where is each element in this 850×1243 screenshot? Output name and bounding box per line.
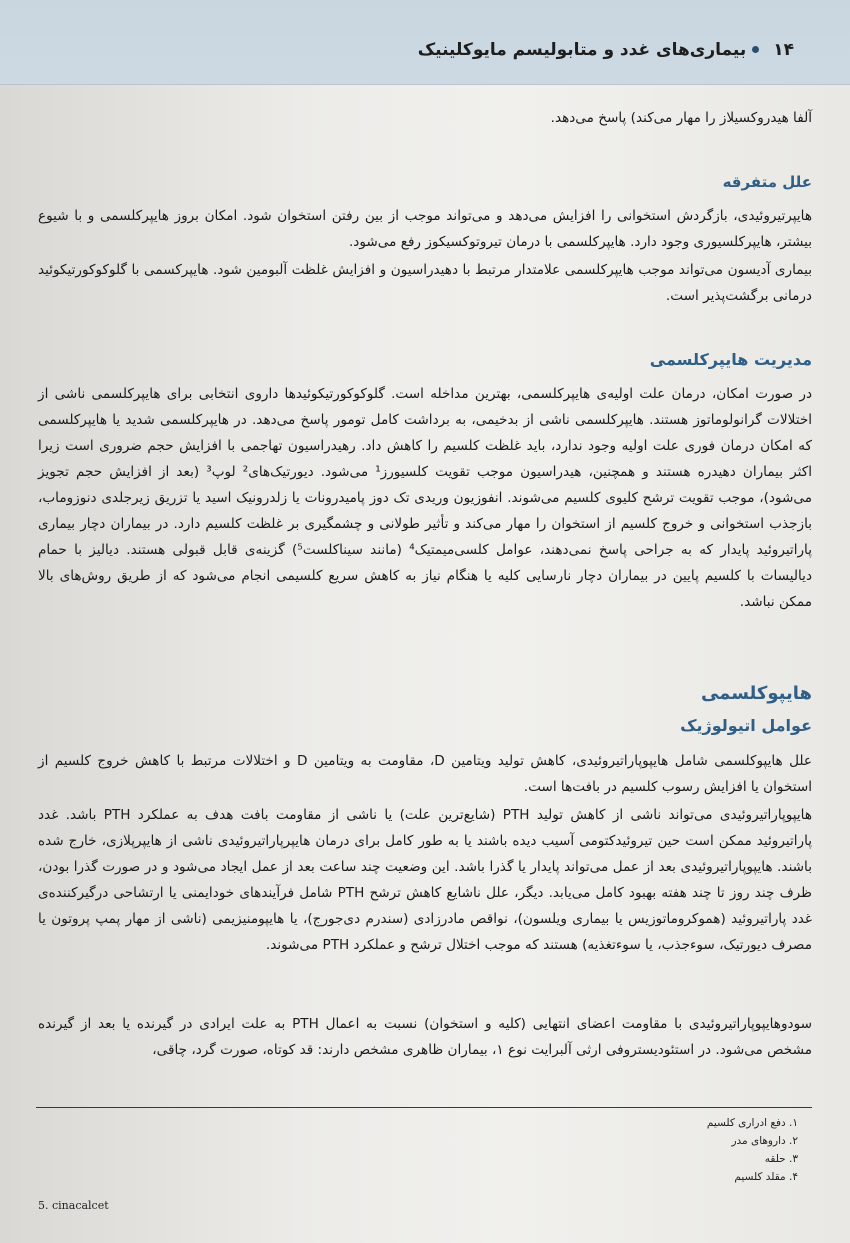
heading-etiologic-factors: عوامل اتیولوژیک	[680, 716, 812, 735]
footnote-divider	[36, 1107, 812, 1108]
footnote-5: 5. cinacalcet	[38, 1199, 109, 1212]
paragraph-etiology-2: هایپوپاراتیروئیدی می‌تواند ناشی از کاهش تولید PTH (شایع‌ترین علت) یا ناشی از مقاومت بافت هدف به عملکرد PTH باشد. غدد پاراتیروئید ممکن است حین تیروئیدکتومی آسیب دیده باشند یا به طور کامل برای درمان هایپرپاراتیروئیدی ناشی از هایپرپلازی، خارج شده باشند. هایپوپاراتیروئیدی بعد از عمل می‌تواند پایدار یا گذرا باشد. این وضعیت چند ساعت بعد از عمل ایجاد می‌شود و در صورت گذرا بودن، ظرف چند روز تا چند هفته بهبود کامل می‌یابد. دیگر، علل ناشایع کاهش ترشح PTH شامل فرآیندهای خودایمنی یا ارتشاحی درگیرکننده‌ی غدد پاراتیروئید (هموکروماتوزیس یا بیماری ویلسون)، نواقص مادرزادی (سندرم دی‌جورج)، یا هایپومنیزیمی (ناشی از مهار پمپ پروتون یا مصرف دیورتیک، سوءجذب، یا سوءتغذیه) هستند که موجب اختلال ترشح و عملکرد PTH می‌شوند.	[38, 807, 812, 953]
heading-hypercalcemia-management: مدیریت هایپرکلسمی	[649, 350, 812, 369]
running-head	[418, 40, 794, 60]
footnote-3: ۳. حلقه	[764, 1153, 798, 1165]
heading-misc-causes: علل متفرقه	[722, 173, 812, 191]
paragraph-etiology-3: سودوهایپوپاراتیروئیدی با مقاومت اعضای انتهایی (کلیه و استخوان) نسبت به اعمال PTH به علت ایرادی در گیرنده یا بعد از گیرنده مشخص می‌شود. در استئودیستروفی ارثی آلبرایت نوع ۱، بیماران ظاهری مشخص دارند: قد کوتاه، صورت گرد، چاقی،	[38, 1016, 813, 1058]
bullet-icon	[752, 46, 759, 53]
footnote-2: ۲. داروهای مدر	[731, 1135, 798, 1147]
footnote-4: ۴. مقلد کلسیم	[734, 1171, 798, 1183]
paragraph-misc-1: هایپرتیروئیدی، بازگردش استخوانی را افزایش می‌دهد و می‌تواند موجب از بین رفتن استخوان شود. امکان بروز هایپرکلسمی و با شیوع بیشتر، هایپرکلسیوری وجود دارد. هایپرکلسمی با درمان تیروتوکسیکوز رفع می‌شود.	[38, 208, 812, 250]
paragraph-intro: آلفا هیدروکسیلاز را مهار می‌کند) پاسخ می‌دهد.	[550, 110, 812, 126]
paragraph-management: در صورت امکان، درمان علت اولیه‌ی هایپرکلسمی، بهترین مداخله است. گلوکوکورتیکوئیدها داروی انتخابی برای هایپرکلسمی ناشی از اختلالات گرانولوماتوز هستند. هایپرکلسمی ناشی از بدخیمی، به برداشت کامل تومور پاسخ می‌دهد. در هایپرکلسمی شدید یا هایپرکلسمی که امکان درمان فوری علت اولیه وجود ندارد، باید غلظت کلسیم را کاهش داد. رهیدراسیون تهاجمی با افزایش حجم ضروری است زیرا اکثر بیماران دهیدره هستند و همچنین، هیدراسیون موجب تقویت کلسیورز¹ می‌شود. دیورتیک‌های² لوپ³ (بعد از افزایش حجم تجویز می‌شود)، موجب تقویت ترشح کلیوی کلسیم می‌شوند. انفوزیون وریدی تک دوز پامیدرونات یا زلدرونیک اسید یا تزریق زیرجلدی دنوزوماب، بازجذب استخوانی و خروج کلسیم از استخوان را مهار می‌کند و تأثیر طولانی و چشمگیری بر غلظت کلسیم دارد. در بیماران دچار بیماری پاراتیروئید پایدار که به جراحی پاسخ نمی‌دهند، عوامل کلسی‌میمتیک⁴ (مانند سیناکلست⁵) گزینه‌ی قابل قبولی هستند. دیالیز با حمام دیالیسات با کلسیم پایین در بیماران دچار نارسایی کلیه یا هنگام نیاز به کاهش سریع کلسیمی انجام می‌شود که از طریق روش‌های بالا ممکن نباشد.	[38, 386, 812, 610]
heading-hypocalcemia: هایپوکلسمی	[700, 683, 812, 704]
footnote-1: ۱. دفع ادراری کلسیم	[706, 1117, 798, 1129]
paragraph-misc-2: بیماری آدیسون می‌تواند موجب هایپرکلسمی علامتدار مرتبط با دهیدراسیون و افزایش غلظت آلبومین شود. هایپرکسمی با گلوکوکورتیکوئید درمانی برگشت‌پذیر است.	[38, 262, 812, 304]
paragraph-etiology-1: علل هایپوکلسمی شامل هایپوپاراتیروئیدی، کاهش تولید ویتامین D، مقاومت به ویتامین D و اختلالات مرتبط با کاهش خروج کلسیم از استخوان یا افزایش رسوب کلسیم در بافت‌ها است.	[38, 753, 812, 795]
page-number: ۱۴	[773, 40, 794, 60]
book-title: بیماری‌های غدد و متابولیسم مایوکلینیک	[417, 40, 747, 60]
